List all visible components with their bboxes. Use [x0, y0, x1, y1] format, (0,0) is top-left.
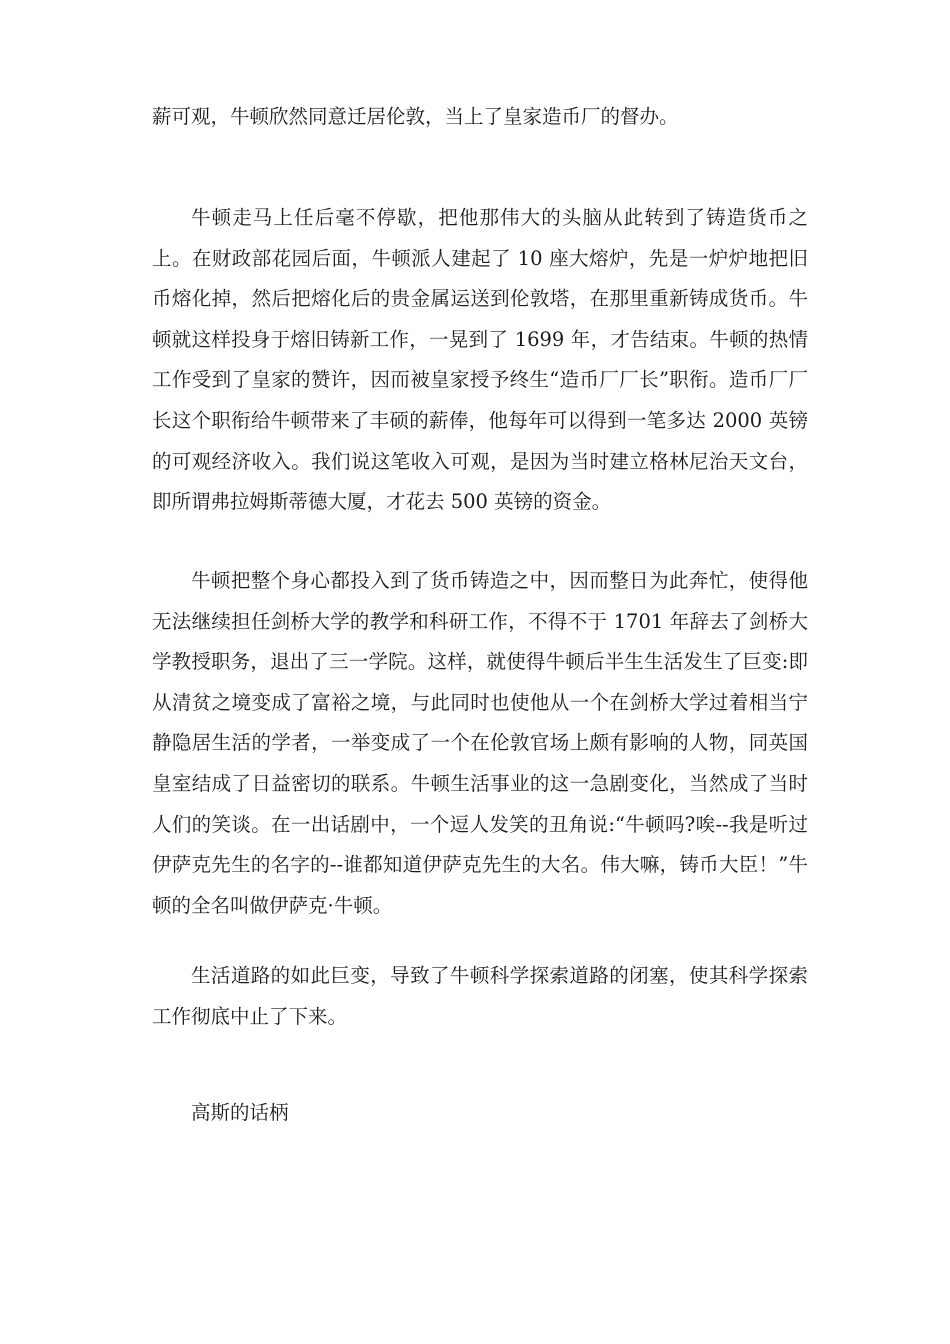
- paragraph-mint-work: 牛顿走马上任后毫不停歇，把他那伟大的头脑从此转到了铸造货币之上。在财政部花园后面，牛顿派人建起了 10 座大熔炉，先是一炉炉地把旧币熔化掉，然后把熔化后的贵金属运送到伦敦塔，在那里重新铸成货币。牛顿就这样投身于熔旧铸新工作，一晃到了 1699 年，才告结束。牛顿的热情工作受到了皇家的赞许，因而被皇家授予终生“造币厂厂长”职衔。造币厂厂长这个职衔给牛顿带来了丰硕的薪俸，他每年可以得到一笔多达 2000 英镑的可观经济收入。我们说这笔收入可观，是因为当时建立格林尼治天文台，即所谓弗拉姆斯蒂德大厦，才花去 500 英镑的资金。: [152, 206, 808, 514]
- section-heading-gauss: 高斯的话柄: [191, 1101, 289, 1124]
- paragraph-continuation: 薪可观，牛顿欣然同意迁居伦敦，当上了皇家造币厂的督办。: [152, 105, 679, 128]
- paragraph-life-change: 牛顿把整个身心都投入到了货币铸造之中，因而整日为此奔忙，使得他无法继续担任剑桥大学的教学和科研工作，不得不于 1701 年辞去了剑桥大学教授职务，退出了三一学院。这样，就使得牛顿后半生生活发生了巨变:即从清贫之境变成了富裕之境，与此同时也使他从一个在剑桥大学过着相当宁静隐居生活的学者，一举变成了一个在伦敦官场上颇有影响的人物，同英国皇室结成了日益密切的联系。牛顿生活事业的这一急剧变化，当然成了当时人们的笑谈。在一出话剧中，一个逗人发笑的丑角说:“牛顿吗?唉--我是听过伊萨克先生的名字的--谁都知道伊萨克先生的大名。伟大嘛，铸币大臣！”牛顿的全名叫做伊萨克·牛顿。: [152, 569, 808, 917]
- paragraph-science-halt: 生活道路的如此巨变，导致了牛顿科学探索道路的闭塞，使其科学探索工作彻底中止了下来。: [152, 964, 808, 1028]
